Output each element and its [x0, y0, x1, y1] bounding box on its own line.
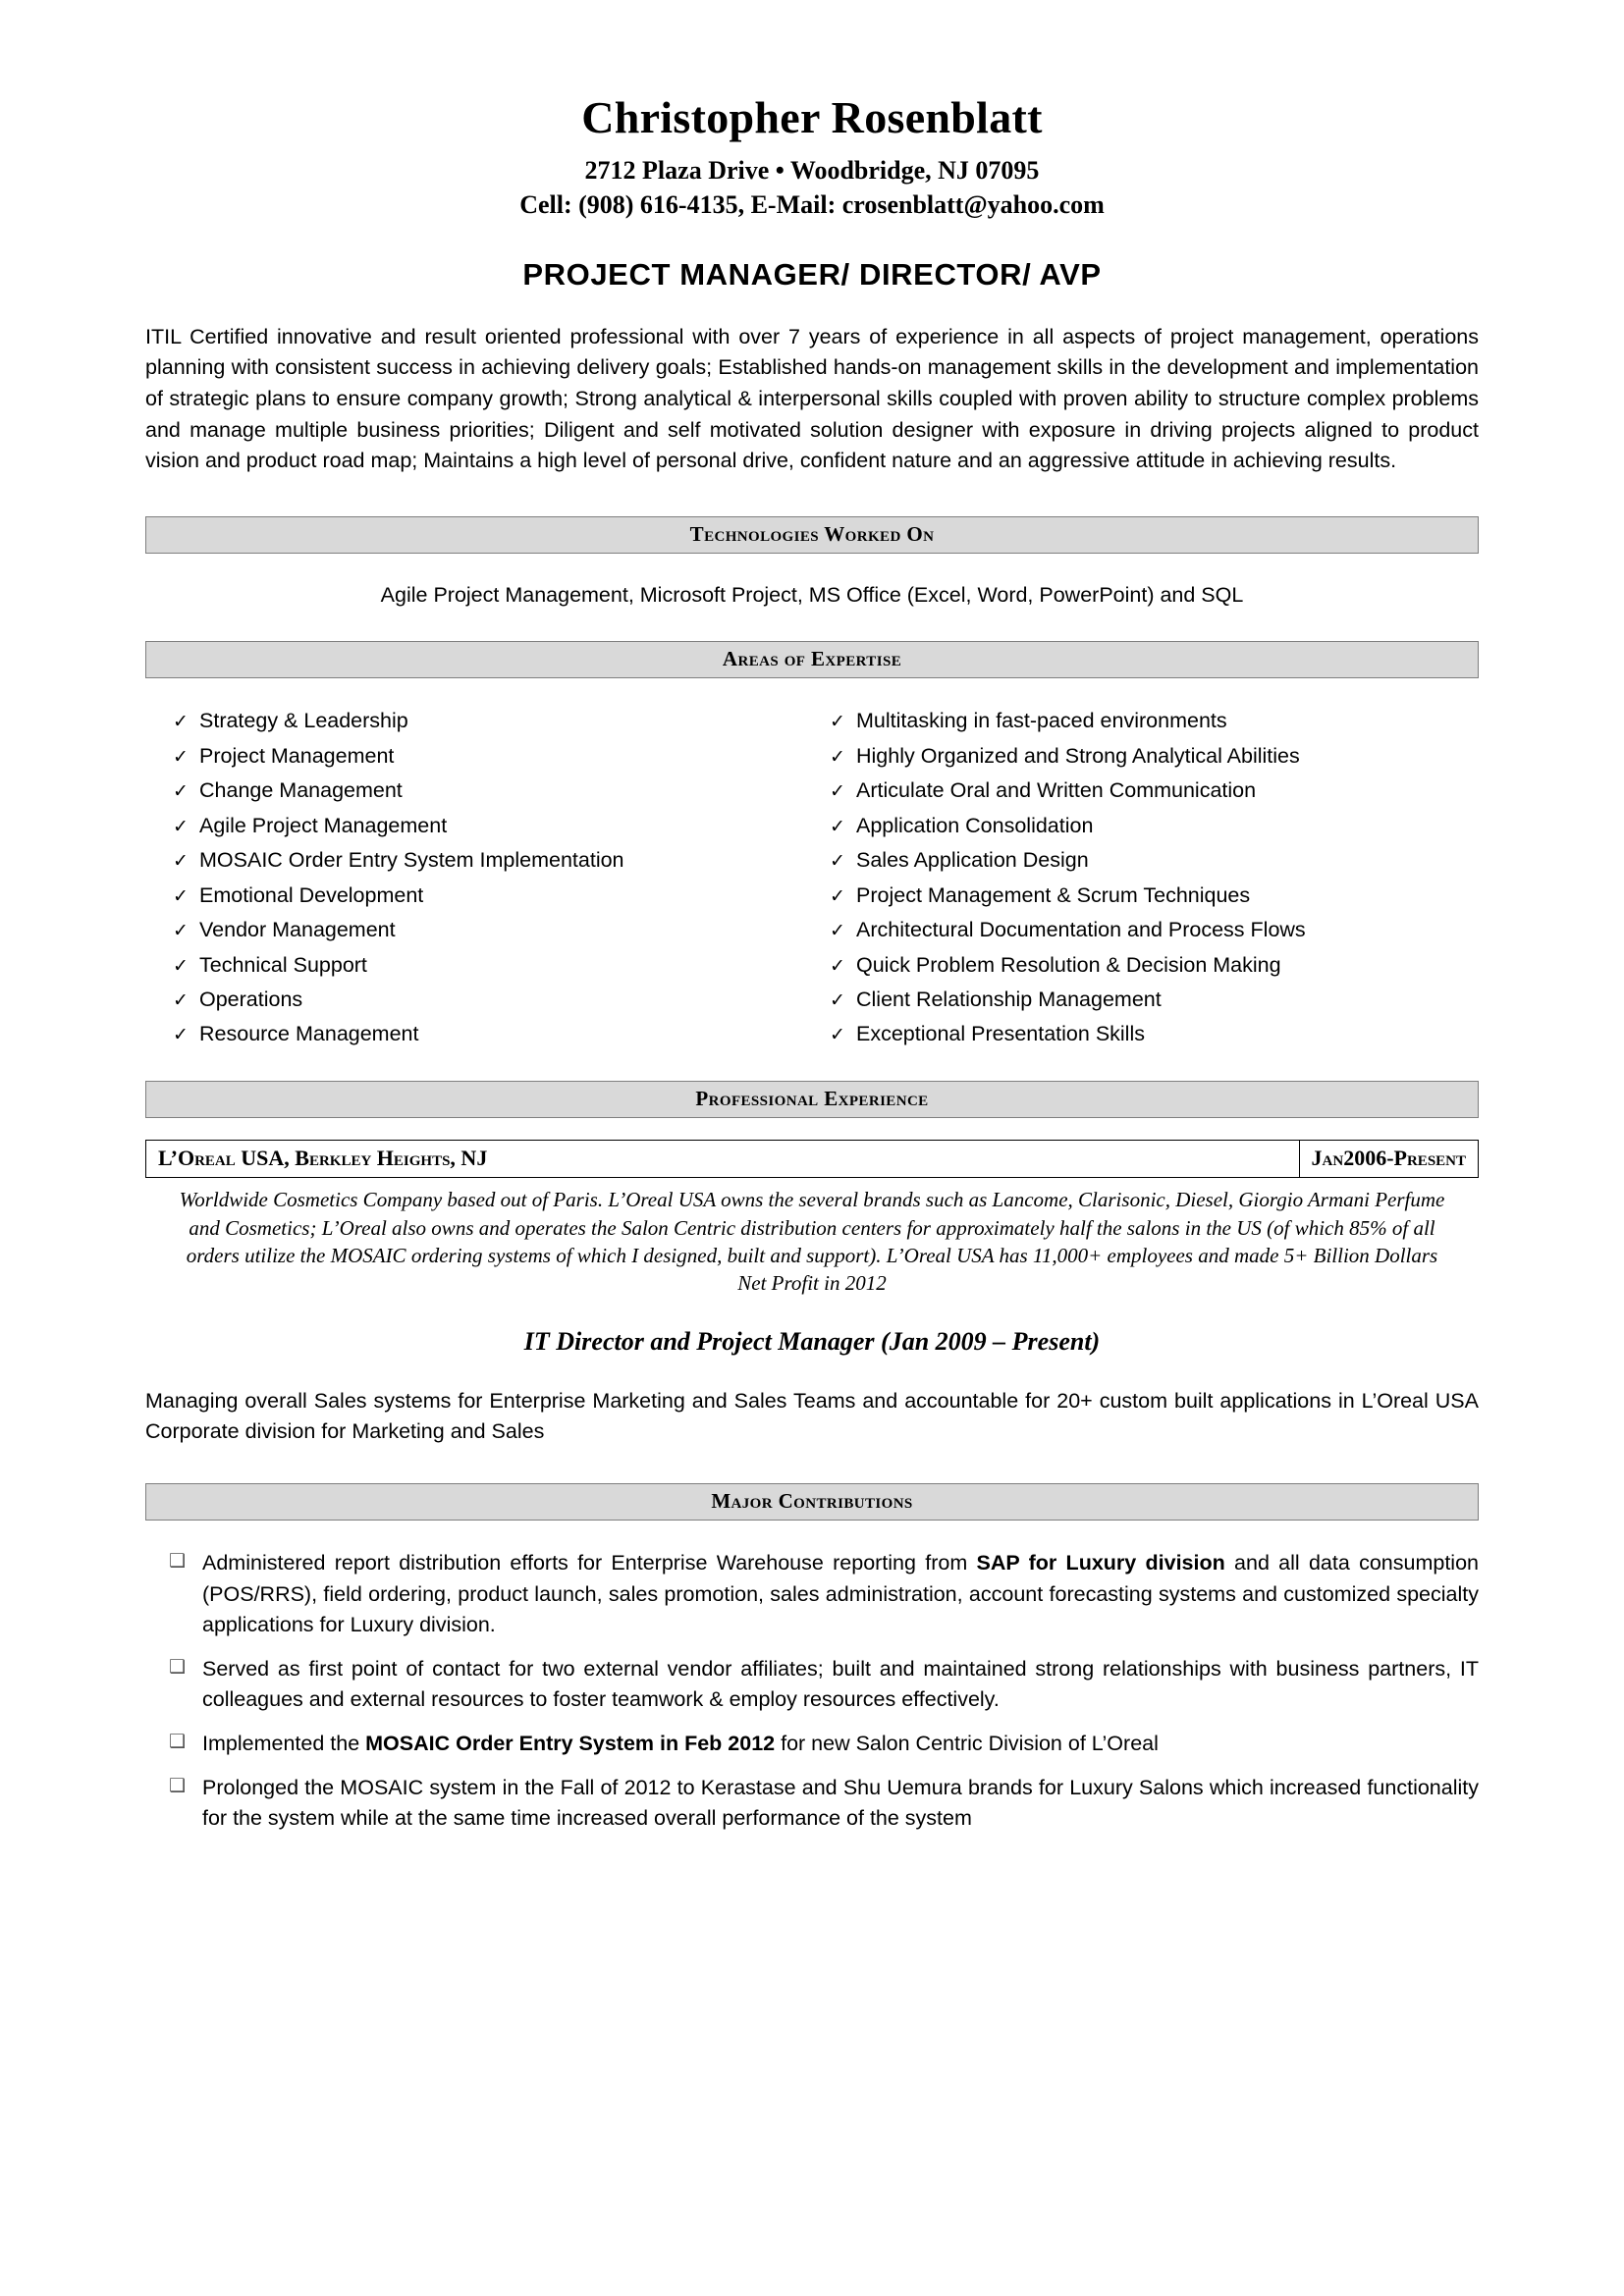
job-company: L’Oreal USA, Berkley Heights, NJ — [146, 1141, 1300, 1177]
check-icon: ✓ — [830, 1024, 845, 1046]
expertise-item — [830, 947, 1479, 982]
contribution-text-part: Administered report distribution efforts for Enterprise Warehouse reporting from — [202, 1551, 977, 1575]
contribution-text-part: and all data consumption (POS/RRS), field ordering, product launch, sales promotion, sales administration, account forecasting systems and customized specialty applications for Luxury division. — [202, 1551, 1479, 1637]
expertise-column-right — [812, 704, 1479, 1052]
section-header-expertise-label: Areas of Expertise — [722, 646, 902, 670]
expertise-item-label: Vendor Management — [199, 918, 396, 942]
expertise-item — [830, 878, 1479, 912]
expertise-item-label: Multitasking in fast-paced environments — [856, 709, 1227, 733]
expertise-item — [173, 738, 812, 773]
contribution-text — [202, 1548, 1479, 1641]
check-icon: ✓ — [173, 920, 189, 942]
contribution-text-part: Implemented the — [202, 1731, 366, 1755]
technologies-text: Agile Project Management, Microsoft Project, MS Office (Excel, Word, PowerPoint) and SQL — [380, 582, 1244, 607]
expertise-item — [830, 704, 1479, 738]
expertise-columns — [145, 704, 1479, 1052]
bullet-icon: ❑ — [169, 1550, 187, 1572]
expertise-item-label: Application Consolidation — [856, 813, 1094, 837]
contribution-emphasis: MOSAIC Order Entry System in Feb 2012 — [365, 1731, 776, 1755]
expertise-item — [830, 808, 1479, 842]
expertise-item-label: Client Relationship Management — [856, 988, 1162, 1011]
expertise-item — [173, 808, 812, 842]
job-dates: Jan2006-Present — [1311, 1146, 1466, 1171]
section-header-experience — [145, 1081, 1479, 1118]
check-icon: ✓ — [830, 989, 845, 1011]
contribution-item — [145, 1548, 1479, 1641]
expertise-item-label: Change Management — [199, 778, 403, 803]
resume-header — [145, 93, 1479, 293]
expertise-item — [173, 704, 812, 738]
expertise-item — [173, 913, 812, 947]
expertise-item-label: Project Management & Scrum Techniques — [856, 882, 1251, 907]
expertise-item-label: MOSAIC Order Entry System Implementation — [199, 848, 624, 873]
expertise-item — [173, 878, 812, 912]
expertise-item-label: Sales Application Design — [856, 848, 1089, 873]
expertise-item-label: Emotional Development — [199, 882, 424, 907]
expertise-item — [830, 738, 1479, 773]
candidate-role-title: PROJECT MANAGER/ DIRECTOR/ AVP — [522, 256, 1102, 292]
expertise-item-label: Articulate Oral and Written Communication — [856, 778, 1257, 803]
expertise-item — [173, 1017, 812, 1051]
bullet-icon: ❑ — [169, 1730, 187, 1752]
contribution-item — [145, 1773, 1479, 1835]
expertise-column-left — [145, 704, 812, 1052]
candidate-address: 2712 Plaza Drive • Woodbridge, NJ 07095 — [584, 155, 1040, 185]
expertise-item — [830, 774, 1479, 808]
job-role-description: Managing overall Sales systems for Enterprise Marketing and Sales Teams and accountable for 20+ custom built applications in L’Oreal USA Corporate division for Marketing and Sales — [145, 1388, 1479, 1444]
section-header-technologies — [145, 516, 1479, 554]
section-header-contributions — [145, 1483, 1479, 1521]
expertise-item — [173, 774, 812, 808]
expertise-item-label: Architectural Documentation and Process Flows — [856, 918, 1306, 942]
contribution-text-part: for new Salon Centric Division of L’Oreal — [775, 1731, 1159, 1755]
section-header-expertise — [145, 641, 1479, 678]
expertise-item-label: Highly Organized and Strong Analytical Abilities — [856, 743, 1300, 768]
expertise-item-label: Quick Problem Resolution & Decision Making — [856, 952, 1281, 977]
check-icon: ✓ — [173, 989, 189, 1011]
check-icon: ✓ — [173, 780, 189, 803]
contribution-text-part: Prolonged the MOSAIC system in the Fall of 2012 to Kerastase and Shu Uemura brands for Luxury Salons which increased functionality for the system while at the same time increased overall performance of the system — [202, 1775, 1479, 1831]
expertise-item-label: Strategy & Leadership — [199, 709, 408, 733]
expertise-item-label: Exceptional Presentation Skills — [856, 1022, 1145, 1046]
expertise-item — [173, 947, 812, 982]
expertise-item — [830, 843, 1479, 878]
expertise-item-label: Project Management — [199, 743, 395, 768]
section-header-contributions-label: Major Contributions — [711, 1489, 913, 1513]
expertise-item-label: Agile Project Management — [199, 813, 448, 837]
bullet-icon: ❑ — [169, 1655, 187, 1678]
check-icon: ✓ — [830, 780, 845, 803]
check-icon: ✓ — [830, 745, 845, 768]
expertise-item — [830, 913, 1479, 947]
contribution-item — [145, 1729, 1479, 1760]
professional-summary: ITIL Certified innovative and result oriented professional with over 7 years of experience in all aspects of project management, operations planning with consistent success in achieving delivery goals; Established hands-on management skills in the development and implementation of strategic plans to ensure company growth; Strong analytical & interpersonal skills coupled with proven ability to structure complex problems and manage multiple business priorities; Diligent and self motivated solution designer with exposure in driving projects aligned to product vision and product road map; Maintains a high level of personal drive, confident nature and an aggressive attitude in achieving results. — [145, 324, 1479, 473]
expertise-item-label: Operations — [199, 988, 303, 1011]
contribution-emphasis: SAP for Luxury division — [976, 1551, 1225, 1575]
expertise-item — [173, 843, 812, 878]
section-header-technologies-label: Technologies Worked On — [689, 521, 935, 546]
contribution-text — [202, 1773, 1479, 1835]
check-icon: ✓ — [830, 711, 845, 733]
contribution-text — [202, 1654, 1479, 1716]
expertise-item-label: Resource Management — [199, 1022, 419, 1046]
contribution-text — [202, 1729, 1479, 1760]
contribution-text-part: Served as first point of contact for two external vendor affiliates; built and maintained strong relationships with business partners, IT colleagues and external resources to foster teamwork & employ resources effectively. — [202, 1656, 1479, 1712]
bullet-icon: ❑ — [169, 1774, 187, 1796]
expertise-item-label: Technical Support — [199, 952, 367, 977]
job-entry-header — [145, 1140, 1479, 1178]
expertise-item — [830, 983, 1479, 1017]
check-icon: ✓ — [173, 850, 189, 873]
check-icon: ✓ — [830, 954, 845, 977]
check-icon: ✓ — [173, 1024, 189, 1046]
candidate-contact: Cell: (908) 616-4135, E-Mail: crosenblatt@yahoo.com — [519, 189, 1105, 219]
expertise-item — [173, 983, 812, 1017]
check-icon: ✓ — [173, 954, 189, 977]
company-description: Worldwide Cosmetics Company based out of Paris. L’Oreal USA owns the several brands such as Lancome, Clarisonic, Diesel, Giorgio Armani Perfume and Cosmetics; L’Oreal also owns and operates the Salon Centric distribution centers for approximately half the salons in the US (of which 85% of all orders utilize the MOSAIC ordering systems of which I designed, built and support). L’Oreal USA has 11,000+ employees and made 5+ Billion Dollars Net Profit in 2012 — [179, 1188, 1445, 1296]
candidate-name: Christopher Rosenblatt — [581, 92, 1043, 142]
check-icon: ✓ — [830, 920, 845, 942]
contributions-list — [145, 1548, 1479, 1835]
check-icon: ✓ — [173, 884, 189, 907]
check-icon: ✓ — [173, 815, 189, 837]
contribution-item — [145, 1654, 1479, 1716]
check-icon: ✓ — [830, 850, 845, 873]
check-icon: ✓ — [173, 745, 189, 768]
section-header-experience-label: Professional Experience — [695, 1087, 929, 1111]
check-icon: ✓ — [830, 884, 845, 907]
job-role-title: IT Director and Project Manager (Jan 2009 – Present) — [523, 1326, 1101, 1356]
expertise-item — [830, 1017, 1479, 1051]
check-icon: ✓ — [173, 711, 189, 733]
check-icon: ✓ — [830, 815, 845, 837]
